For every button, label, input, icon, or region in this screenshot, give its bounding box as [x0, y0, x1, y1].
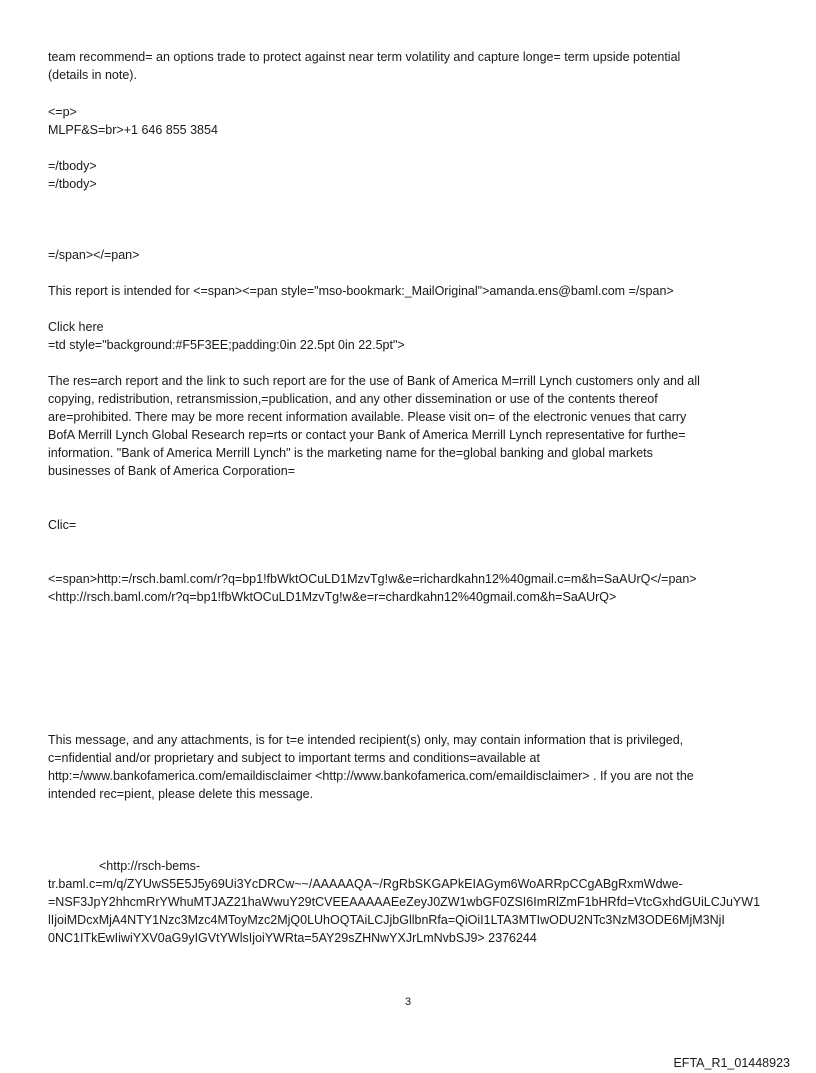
legal-notice-line: This message, and any attachments, is for t=e intended recipient(s) only, may contain information that is privileged, — [48, 733, 684, 747]
legal-notice-line: intended rec=pient, please delete this message. — [48, 787, 314, 801]
legal-notice-line: http:=/www.bankofamerica.com/emaildisclaimer <http://www.bankofamerica.com/emaildisclaimer> . If you are not the — [48, 769, 694, 783]
body-line: Clic= — [48, 518, 77, 532]
tracking-link-line: <http://rsch-bems- — [99, 859, 201, 873]
link-line: <=span>http:=/rsch.baml.com/r?q=bp1!fbWktOCuLD1MzvTg!w&e=richardkahn12%40gmail.c=m&h=SaAUrQ</=pan> — [48, 572, 697, 586]
phone-number-line: MLPF&S=br>+1 646 855 3854 — [48, 123, 218, 137]
tracking-link-line: lIjoiMDcxMjA4NTY1Nzc3Mzc4MToyMzc2MjQ0LUhOQTAiLCJjbGllbnRfa=QiOiI1LTA3MTIwODU2NTc3NzM3ODE6MjM3NjI — [48, 913, 725, 927]
disclaimer-line: The res=arch report and the link to such report are for the use of Bank of America M=rrill Lynch customers only and all — [48, 374, 700, 388]
disclaimer-line: are=prohibited. There may be more recent information available. Please visit on= of the electronic venues that carry — [48, 410, 687, 424]
body-line: =/span></=pan> — [48, 248, 140, 262]
link-line: <http://rsch.baml.com/r?q=bp1!fbWktOCuLD1MzvTg!w&e=r=chardkahn12%40gmail.com&h=SaAUrQ> — [48, 590, 617, 604]
report-intended-line: This report is intended for <=span><=pan style="mso-bookmark:_MailOriginal">amanda.ens@baml.com =/span> — [48, 284, 674, 298]
disclaimer-line: BofA Merrill Lynch Global Research rep=rts or contact your Bank of America Merrill Lynch representative for furthe= — [48, 428, 686, 442]
body-line: team recommend= an options trade to protect against near term volatility and capture longe= term upside potential — [48, 50, 681, 64]
tracking-link-line: tr.baml.c=m/q/ZYUwS5E5J5y69Ui3YcDRCw~~/AAAAAQA~/RgRbSKGAPkEIAGym6WoARRpCCgABgRxmWdwe- — [48, 877, 683, 891]
body-line: =td style="background:#F5F3EE;padding:0in 22.5pt 0in 22.5pt"> — [48, 338, 405, 352]
click-here-text: Click here — [48, 320, 104, 334]
body-line: =/tbody> — [48, 177, 97, 191]
disclaimer-line: copying, redistribution, retransmission,=publication, and any other dissemination or use of the contents thereof — [48, 392, 658, 406]
tracking-link-line: 0NC1ITkEwIiwiYXV0aG9yIGVtYWlsIjoiYWRta=5AY29sZHNwYXJrLmNvbSJ9> 2376244 — [48, 931, 537, 945]
body-line: <=p> — [48, 105, 77, 119]
legal-notice-line: c=nfidential and/or proprietary and subject to important terms and conditions=available at — [48, 751, 540, 765]
body-line: =/tbody> — [48, 159, 97, 173]
disclaimer-line: businesses of Bank of America Corporation= — [48, 464, 296, 478]
tracking-link-line: =NSF3JpY2hhcmRrYWhuMTJAZ21haWwuY29tCVEEAAAAAEeZeyJ0ZW1wbGF0ZSI6ImRlZmF1bHRfd=VtcGxhdGUiLCJuYW1 — [48, 895, 761, 909]
disclaimer-line: information. "Bank of America Merrill Lynch" is the marketing name for the=global banking and global markets — [48, 446, 653, 460]
page-number: 3 — [404, 996, 412, 1008]
document-id-footer: EFTA_R1_01448923 — [673, 1056, 790, 1070]
body-line: (details in note). — [48, 68, 137, 82]
